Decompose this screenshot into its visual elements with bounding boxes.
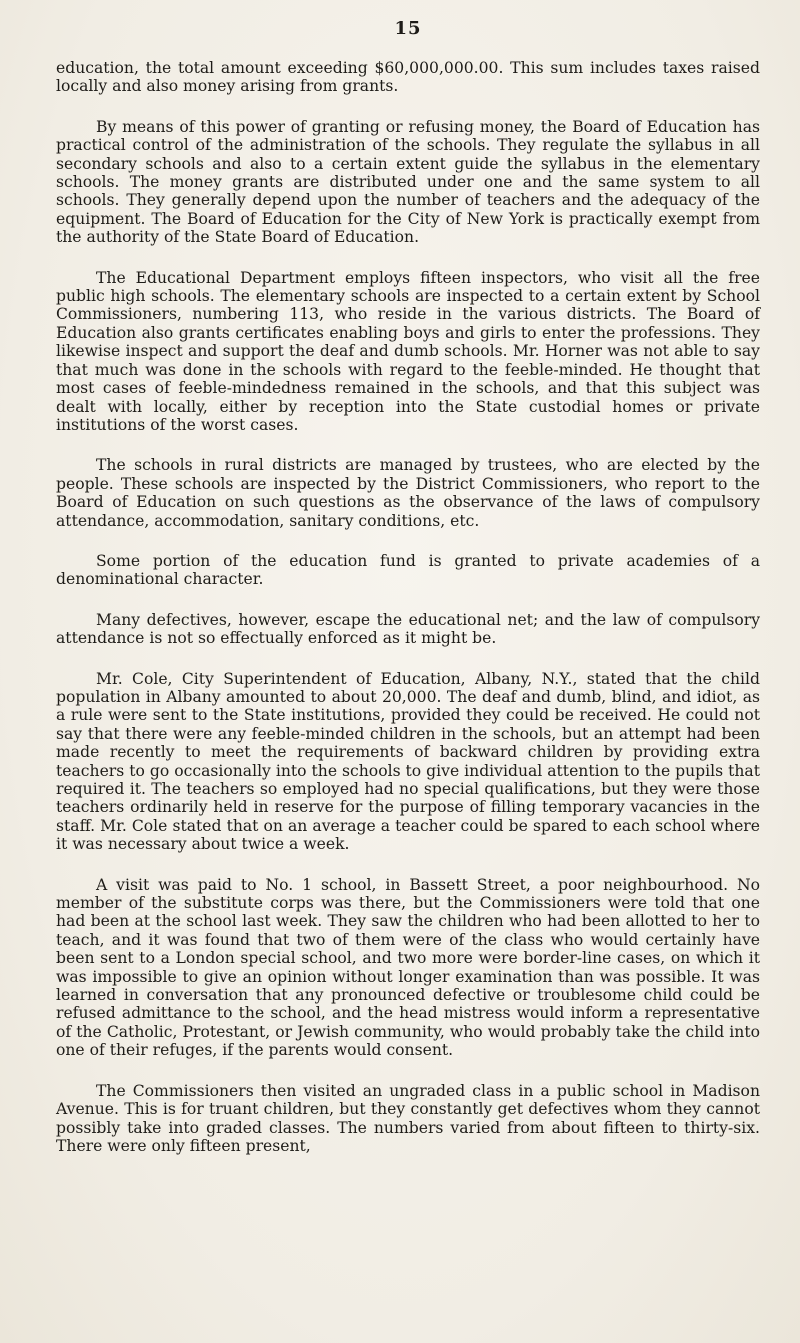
paragraph-educational-department: The Educational Department employs fifteen inspectors, who visit all the free public high schools. The elementary schools are inspected to a certain extent by School Commissioners, numbering 113, who reside in the various districts. The Board of Education also grants certificates enabling boys and girls to enter the professions. They likewise inspect and support the deaf and dumb schools. Mr. Horner was not able to say that much was done in the schools with regard to the feeble-minded. He thought that most cases of feeble-mindedness remained in the schools, and that this subject was dealt with locally, either by reception into the State custodial homes or private institutions of the worst cases. bbox=[56, 268, 760, 434]
page-number: 15 bbox=[394, 18, 422, 39]
paragraph-private-academies: Some portion of the education fund is granted to private academies of a denominational character. bbox=[56, 551, 760, 589]
paragraph-madison-avenue-visit: The Commissioners then visited an ungraded class in a public school in Madison Avenue. This is for truant children, but they constantly get defectives whom they cannot possibly take into graded classes. The numbers varied from about fifteen to thirty-six. There were only fifteen present, bbox=[56, 1081, 760, 1155]
paragraph-continued: education, the total amount exceeding $60,000,000.00. This sum includes taxes raised locally and also money arising from grants. bbox=[56, 59, 760, 96]
paragraph-board-control: By means of this power of granting or refusing money, the Board of Education has practical control of the administration of the schools. They regulate the syllabus in all secondary schools and also to a certain extent guide the syllabus in the elementary schools. The money grants are distributed under one and the same system to all schools. They generally depend upon the number of teachers and the adequacy of the equipment. The Board of Education for the City of New York is practically exempt from the authority of the State Board of Education. bbox=[56, 117, 760, 247]
paragraph-rural-schools: The schools in rural districts are managed by trustees, who are elected by the people. These schools are inspected by the District Commissioners, who report to the Board of Education on such questions as the observance of the laws of compulsory attendance, accommodation, sanitary conditions, etc. bbox=[56, 456, 760, 530]
paragraph-defectives: Many defectives, however, escape the educational net; and the law of compulsory attendance is not so effectually enforced as it might be. bbox=[56, 610, 760, 648]
paragraph-bassett-street-visit: A visit was paid to No. 1 school, in Bassett Street, a poor neighbourhood. No member of the substitute corps was there, but the Commissioners were told that one had been at the school last week. They saw the children who had been allotted to her to teach, and it was found that two of them were of the class who would certainly have been sent to a London special school, and two more were border-line cases, on which it was impossible to give an opinion without longer examination than was possible. It was learned in conversation that any pronounced defective or troublesome child could be refused admittance to the school, and the head mistress would inform a representative of the Catholic, Protestant, or Jewish community, who would probably take the child into one of their refuges, if the parents would consent. bbox=[56, 875, 760, 1060]
paragraph-mr-cole: Mr. Cole, City Superintendent of Education, Albany, N.Y., stated that the child population in Albany amounted to about 20,000. The deaf and dumb, blind, and idiot, as a rule were sent to the State institutions, provided they could be received. He could not say that there were any feeble-minded children in the schools, but an attempt had been made recently to meet the requirements of backward children by providing extra teachers to go occasionally into the schools to give individual attention to the pupils that required it. The teachers so employed had no special qualifications, but they were those teachers ordinarily held in reserve for the purpose of filling temporary vacancies in the staff. Mr. Cole stated that on an average a teacher could be spared to each school where it was necessary about twice a week. bbox=[56, 669, 760, 854]
